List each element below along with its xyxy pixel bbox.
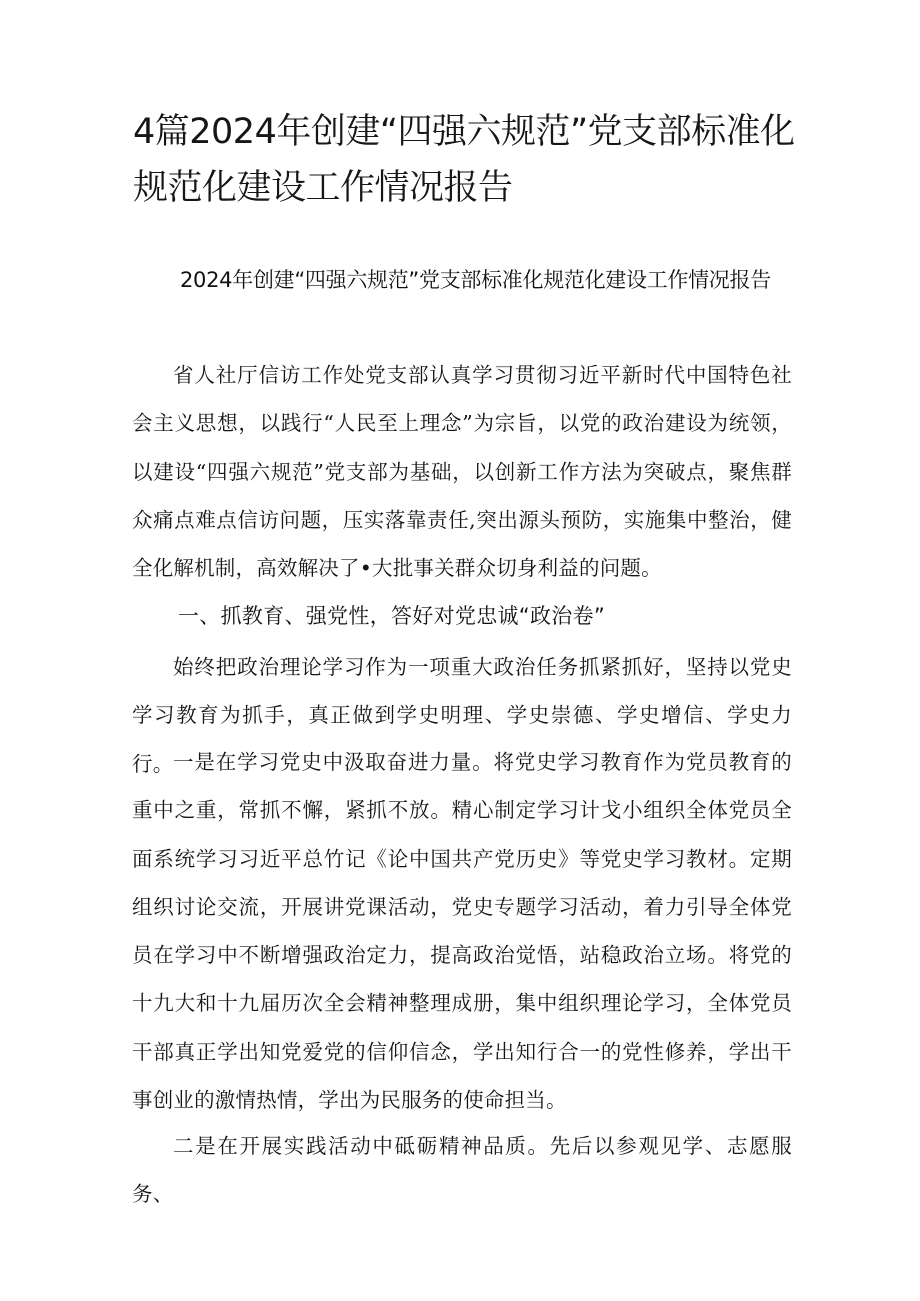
- intro-paragraph: 省人社厅信访工作处党支部认真学习贯彻习近平新时代中国特色社会主义思想，以践行“人民至上理念”为宗旨，以党的政治建设为统领，以建设“四强六规范”党支部为基础，以创新工作方法为突破点，聚焦群众痛点难点信访问题，压实落靠责任,突出源头预防，实施集中整治，健全化解机制，高效解决了•大批事关群众切身利益的问题。: [132, 363, 792, 581]
- section-1-point-2-paragraph: 二是在开展实践活动中砥砺精神品质。先后以参观见学、志愿服务、: [132, 1134, 792, 1207]
- report-subtitle: 2024年创建“四强六规范”党支部标准化规范化建设工作情况报告: [180, 268, 771, 292]
- section-1-intro-paragraph: 始终把政治理论学习作为一项重大政治任务抓紧抓好，坚持以党史学习教育为抓手，真正做到学史明理、学史崇德、学史增信、学史力行。: [132, 655, 792, 776]
- section-heading-1: 一、抓教育、强党性，答好对党忠诚“政治卷”: [178, 604, 606, 628]
- section-1-point-1-paragraph: 一是在学习党史中汲取奋进力量。将党史学习教育作为党员教育的重中之重，常抓不懈，紧抓不放。精心制定学习计戈小组织全体党员全面系统学习习近平总竹记《论中国共产党历史》等党史学习教材。定期组织讨论交流，开展讲党课活动，党史专题学习活动，着力引导全体党员在学习中不断增强政治定力，提高政治觉悟，站稳政治立场。将党的十九大和十九届历次全会精神整理成册，集中组织理论学习，全体党员干部真正学出知党爱党的信仰信念，学出知行合一的党性修养，学出干事创业的激情热情，学出为民服务的使命担当。: [132, 750, 792, 1113]
- document-title: 4篇2024年创建“四强六规范”党支部标准化规范化建设工作情况报告: [133, 112, 795, 208]
